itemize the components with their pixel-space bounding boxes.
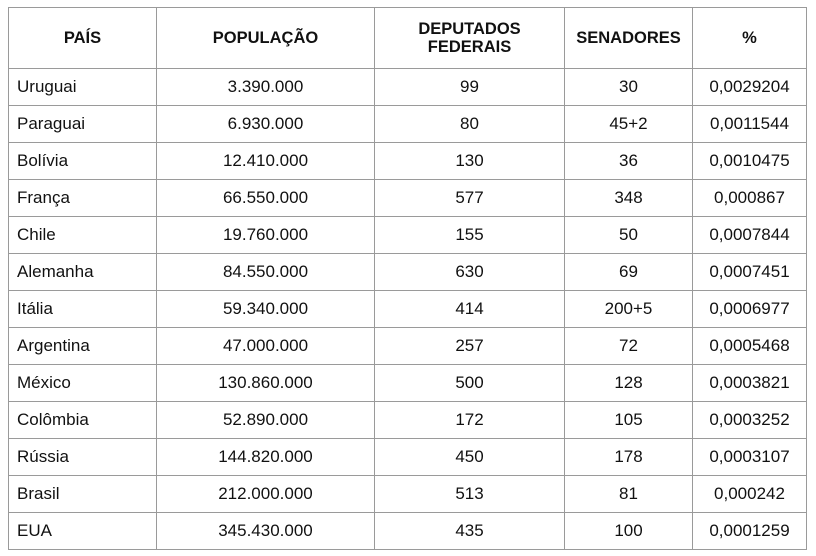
cell-country: Rússia — [9, 439, 157, 476]
table-row — [9, 254, 807, 291]
cell-deputies: 500 — [375, 365, 565, 402]
table-row — [9, 328, 807, 365]
cell-percent: 0,0007451 — [693, 254, 807, 291]
cell-percent: 0,0003252 — [693, 402, 807, 439]
cell-country: Bolívia — [9, 143, 157, 180]
cell-population: 212.000.000 — [157, 476, 375, 513]
cell-country: Alemanha — [9, 254, 157, 291]
cell-population: 3.390.000 — [157, 69, 375, 106]
cell-senators: 72 — [565, 328, 693, 365]
header-percent: % — [693, 8, 807, 69]
cell-percent: 0,0006977 — [693, 291, 807, 328]
table-row — [9, 143, 807, 180]
cell-country: Uruguai — [9, 69, 157, 106]
cell-deputies: 130 — [375, 143, 565, 180]
cell-population: 144.820.000 — [157, 439, 375, 476]
cell-senators: 81 — [565, 476, 693, 513]
cell-percent: 0,000867 — [693, 180, 807, 217]
header-row — [9, 8, 807, 69]
cell-senators: 105 — [565, 402, 693, 439]
cell-population: 6.930.000 — [157, 106, 375, 143]
cell-deputies: 414 — [375, 291, 565, 328]
table-row — [9, 476, 807, 513]
cell-percent: 0,000242 — [693, 476, 807, 513]
cell-deputies: 155 — [375, 217, 565, 254]
cell-senators: 200+5 — [565, 291, 693, 328]
cell-deputies: 630 — [375, 254, 565, 291]
cell-population: 47.000.000 — [157, 328, 375, 365]
cell-senators: 128 — [565, 365, 693, 402]
cell-country: Brasil — [9, 476, 157, 513]
cell-country: Chile — [9, 217, 157, 254]
cell-population: 130.860.000 — [157, 365, 375, 402]
cell-country: Argentina — [9, 328, 157, 365]
representation-table — [8, 7, 807, 550]
table-row — [9, 217, 807, 254]
cell-country: Itália — [9, 291, 157, 328]
cell-percent: 0,0007844 — [693, 217, 807, 254]
cell-deputies: 99 — [375, 69, 565, 106]
cell-deputies: 172 — [375, 402, 565, 439]
cell-senators: 50 — [565, 217, 693, 254]
cell-deputies: 513 — [375, 476, 565, 513]
cell-senators: 36 — [565, 143, 693, 180]
cell-percent: 0,0001259 — [693, 513, 807, 550]
cell-percent: 0,0029204 — [693, 69, 807, 106]
cell-percent: 0,0005468 — [693, 328, 807, 365]
cell-deputies: 450 — [375, 439, 565, 476]
table-row — [9, 106, 807, 143]
header-deputies-line2: FEDERAIS — [427, 38, 512, 56]
cell-population: 52.890.000 — [157, 402, 375, 439]
table-row — [9, 402, 807, 439]
cell-deputies: 257 — [375, 328, 565, 365]
cell-senators: 30 — [565, 69, 693, 106]
table-row — [9, 365, 807, 402]
cell-percent: 0,0003821 — [693, 365, 807, 402]
cell-percent: 0,0011544 — [693, 106, 807, 143]
header-population: POPULAÇÃO — [157, 8, 375, 69]
cell-population: 19.760.000 — [157, 217, 375, 254]
cell-country: México — [9, 365, 157, 402]
cell-deputies: 577 — [375, 180, 565, 217]
cell-senators: 348 — [565, 180, 693, 217]
header-deputies-line1: DEPUTADOS — [418, 19, 521, 38]
cell-percent: 0,0010475 — [693, 143, 807, 180]
table-row — [9, 439, 807, 476]
table-row — [9, 513, 807, 550]
cell-country: Paraguai — [9, 106, 157, 143]
cell-population: 59.340.000 — [157, 291, 375, 328]
cell-senators: 69 — [565, 254, 693, 291]
cell-population: 84.550.000 — [157, 254, 375, 291]
cell-senators: 178 — [565, 439, 693, 476]
cell-senators: 100 — [565, 513, 693, 550]
cell-population: 12.410.000 — [157, 143, 375, 180]
cell-country: Colômbia — [9, 402, 157, 439]
table-row — [9, 291, 807, 328]
cell-deputies: 80 — [375, 106, 565, 143]
header-deputies — [375, 8, 565, 69]
header-senators: SENADORES — [565, 8, 693, 69]
cell-deputies: 435 — [375, 513, 565, 550]
cell-population: 66.550.000 — [157, 180, 375, 217]
cell-senators: 45+2 — [565, 106, 693, 143]
cell-country: EUA — [9, 513, 157, 550]
table-row — [9, 180, 807, 217]
cell-percent: 0,0003107 — [693, 439, 807, 476]
table-row — [9, 69, 807, 106]
cell-country: França — [9, 180, 157, 217]
cell-population: 345.430.000 — [157, 513, 375, 550]
header-country: PAÍS — [9, 8, 157, 69]
